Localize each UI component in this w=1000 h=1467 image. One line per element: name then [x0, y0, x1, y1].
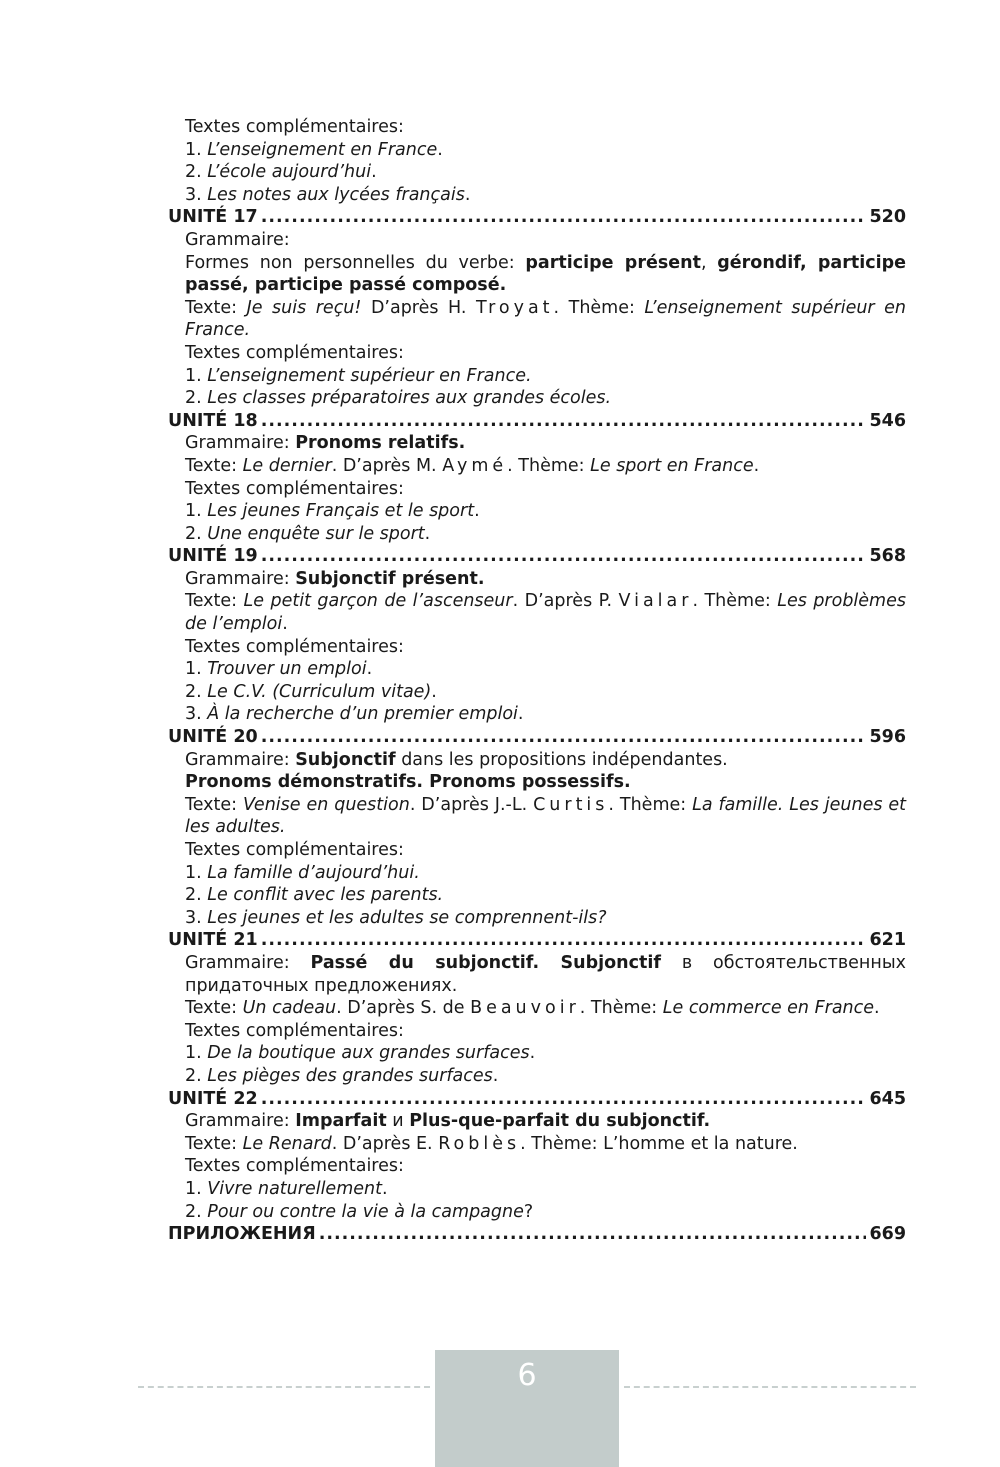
text-segment: Textes complémentaires:: [185, 478, 404, 499]
text-segment: . D’après E.: [331, 1133, 439, 1154]
toc-line: [168, 523, 906, 546]
text-segment: Grammaire:: [185, 952, 311, 973]
toc-line: [168, 1178, 906, 1201]
text-segment: Textes complémentaires:: [185, 342, 404, 363]
unit-page-number: 645: [869, 1088, 906, 1109]
toc-line: [168, 365, 906, 388]
unit-heading: [168, 1088, 906, 1111]
text-segment: Les problèmes de l’emploi: [185, 591, 906, 635]
toc-line: [168, 161, 906, 184]
text-segment: Une enquête sur le sport: [207, 523, 425, 544]
toc-line: [168, 1065, 906, 1088]
text-segment: D’après H.: [361, 297, 476, 318]
unit-title: UNITÉ 19: [168, 546, 258, 567]
toc-line: [168, 884, 906, 907]
text-segment: .: [492, 1065, 499, 1086]
toc-line: [168, 139, 906, 162]
text-segment: Le commerce en France: [662, 998, 875, 1019]
text-segment: 1.: [185, 862, 208, 883]
footer-dash-left: [138, 1386, 430, 1388]
toc-unit-entry: [168, 545, 906, 726]
text-segment: Texte:: [185, 591, 244, 612]
text-segment: 1.: [185, 139, 208, 160]
dot-leader: [319, 1223, 867, 1246]
toc-line: [168, 342, 906, 365]
unit-page-number: 520: [869, 207, 906, 228]
toc-line: [168, 116, 906, 139]
footer-dash-right: [624, 1386, 916, 1388]
text-segment: . Thème:: [553, 297, 645, 318]
toc-line: [168, 500, 906, 523]
text-segment: Vialar: [618, 591, 693, 612]
text-segment: Texte:: [185, 1133, 243, 1154]
toc-line: [168, 1110, 906, 1133]
text-segment: Le C.V. (Curriculum vitae): [207, 681, 432, 702]
text-segment: . D’après S. de: [336, 998, 471, 1019]
text-segment: Textes complémentaires:: [185, 840, 404, 860]
text-segment: Textes complémentaires:: [185, 1156, 404, 1177]
dot-leader: [261, 929, 867, 952]
text-segment: Le petit garçon de l’ascenseur: [243, 591, 513, 612]
text-segment: Les pièges des grandes surfaces: [207, 1065, 493, 1086]
toc-line: [168, 703, 906, 726]
text-segment: 2.: [185, 1065, 208, 1086]
toc-line: [168, 590, 906, 635]
toc-unit-entry: [168, 929, 906, 1087]
text-segment: .: [282, 614, 288, 635]
text-segment: À la recherche d’un premier emploi: [207, 704, 518, 725]
toc-unit-entry: [168, 1088, 906, 1224]
text-segment: .: [371, 162, 377, 183]
text-segment: L’école aujourd’hui: [207, 162, 372, 183]
text-segment: в обстоятельственных придаточных предложениях.: [185, 952, 906, 996]
text-segment: Le Renard: [242, 1133, 332, 1154]
text-segment: Grammaire:: [185, 229, 290, 250]
toc-line: [168, 907, 906, 930]
toc-unit-entry: [168, 206, 906, 409]
toc-line: [168, 749, 906, 772]
text-segment: Grammaire:: [185, 749, 296, 770]
text-segment: .: [437, 139, 443, 160]
unit-heading: [168, 1223, 906, 1246]
text-segment: 2.: [185, 162, 208, 183]
text-segment: .: [753, 455, 760, 476]
text-segment: . D’après P.: [512, 591, 619, 612]
unit-title: ПРИЛОЖЕНИЯ: [168, 1224, 316, 1245]
toc-line: [168, 636, 906, 659]
text-segment: . Thème:: [608, 794, 693, 815]
toc-line: [168, 862, 906, 885]
text-segment: .: [874, 998, 880, 1019]
text-segment: La famille d’aujourd’hui.: [207, 862, 420, 883]
text-segment: Trouver un emploi: [207, 659, 367, 680]
page-number: 6: [517, 1358, 537, 1393]
toc-continuation: [168, 116, 906, 206]
text-segment: Les notes aux lycées français: [207, 184, 465, 205]
toc-line: [168, 839, 906, 862]
text-segment: .: [424, 523, 431, 544]
text-segment: L’enseignement en France: [207, 139, 438, 160]
unit-title: UNITÉ 17: [168, 207, 258, 228]
unit-heading: [168, 726, 906, 749]
text-segment: Curtis: [533, 794, 609, 815]
text-segment: 1.: [185, 659, 208, 680]
toc-line: [168, 297, 906, 342]
text-segment: 3.: [185, 704, 208, 725]
toc-unit-entry: [168, 1223, 906, 1246]
unit-title: UNITÉ 20: [168, 727, 258, 748]
text-segment: De la boutique aux grandes surfaces: [207, 1043, 530, 1064]
toc-line: [168, 1201, 906, 1224]
text-segment: .: [366, 659, 373, 680]
toc-line: [168, 252, 906, 297]
dot-leader: [261, 206, 867, 229]
toc-line: [168, 184, 906, 207]
text-segment: Un cadeau: [242, 998, 337, 1019]
text-segment: Le dernier: [242, 455, 332, 476]
toc-line: [168, 997, 906, 1020]
text-segment: Le sport en France: [590, 455, 754, 476]
text-segment: . Thème:: [579, 998, 663, 1019]
unit-heading: [168, 929, 906, 952]
text-segment: . D’après M.: [331, 455, 443, 476]
toc-unit-entry: [168, 726, 906, 929]
text-segment: 2.: [185, 681, 208, 702]
text-segment: 1.: [185, 501, 208, 522]
text-segment: 1.: [185, 1043, 208, 1064]
text-segment: Les classes préparatoires aux grandes écoles.: [207, 388, 612, 409]
text-segment: Texte:: [185, 297, 247, 318]
text-segment: Textes complémentaires:: [185, 1020, 404, 1041]
text-segment: 2.: [185, 388, 208, 409]
text-segment: Pronoms relatifs.: [295, 433, 466, 454]
text-segment: Texte:: [185, 998, 243, 1019]
text-segment: Subjonctif: [295, 749, 396, 770]
text-segment: 3.: [185, 184, 208, 205]
text-segment: 2.: [185, 1201, 208, 1222]
text-segment: 2.: [185, 523, 208, 544]
toc-line: [168, 771, 906, 794]
text-segment: Formes non personnelles du verbe:: [185, 252, 526, 273]
text-segment: Les jeunes Français et le sport: [207, 501, 475, 522]
toc-line: [168, 1133, 906, 1156]
toc-line: [168, 794, 906, 839]
text-segment: .: [529, 1043, 536, 1064]
unit-page-number: 546: [869, 410, 906, 431]
dot-leader: [261, 726, 867, 749]
toc-line: [168, 229, 906, 252]
text-segment: dans les propositions indépendantes.: [395, 749, 728, 770]
text-segment: .: [517, 704, 524, 725]
text-segment: ?: [523, 1201, 534, 1222]
text-segment: .: [464, 184, 471, 205]
text-segment: Le conflit avec les parents.: [207, 885, 444, 906]
text-segment: . Thème:: [692, 591, 778, 612]
text-segment: Subjonctif présent.: [295, 568, 485, 589]
text-segment: Imparfait: [295, 1111, 387, 1132]
text-segment: Texte:: [185, 455, 243, 476]
unit-title: UNITÉ 21: [168, 930, 258, 951]
unit-page-number: 568: [869, 546, 906, 567]
text-segment: L’enseignement supérieur en France.: [185, 297, 906, 341]
text-segment: Grammaire:: [185, 568, 296, 589]
text-segment: Venise en question: [242, 794, 410, 815]
toc-line: [168, 1155, 906, 1178]
toc-line: [168, 455, 906, 478]
toc-line: [168, 952, 906, 997]
text-segment: La famille. Les jeunes et les adultes.: [185, 794, 907, 838]
toc-line: [168, 478, 906, 501]
table-of-contents: [168, 116, 906, 1246]
text-segment: Aymé: [442, 455, 508, 476]
text-segment: .: [381, 1178, 388, 1199]
text-segment: Textes complémentaires:: [185, 636, 404, 657]
toc-unit-entry: [168, 410, 906, 546]
text-segment: Grammaire:: [185, 1111, 296, 1132]
text-segment: .: [431, 681, 437, 702]
unit-page-number: 669: [869, 1224, 906, 1245]
text-segment: .: [474, 501, 480, 522]
dot-leader: [261, 545, 867, 568]
unit-page-number: 596: [869, 727, 906, 748]
text-segment: gérondif, participe passé, participe passé composé.: [185, 252, 906, 296]
unit-page-number: 621: [869, 930, 906, 951]
text-segment: Pour ou contre la vie à la campagne: [207, 1201, 524, 1222]
toc-line: [168, 387, 906, 410]
unit-heading: [168, 206, 906, 229]
dot-leader: [261, 410, 867, 433]
text-segment: participe présent: [525, 252, 701, 273]
text-segment: ,: [700, 252, 718, 273]
text-segment: . Thème:: [507, 455, 591, 476]
text-segment: Textes complémentaires:: [185, 117, 404, 137]
toc-line: [168, 432, 906, 455]
text-segment: Je suis reçu!: [246, 297, 362, 318]
text-segment: . D’après J.-L.: [409, 794, 534, 815]
text-segment: Plus-que-parfait du subjonctif.: [409, 1111, 711, 1132]
text-segment: L’enseignement supérieur en France.: [207, 365, 532, 386]
text-segment: 2.: [185, 885, 208, 906]
dot-leader: [261, 1088, 867, 1111]
text-segment: Beauvoir: [470, 998, 580, 1019]
unit-heading: [168, 410, 906, 433]
unit-title: UNITÉ 18: [168, 410, 258, 431]
text-segment: Les jeunes et les adultes se comprennent-ils?: [207, 907, 607, 928]
text-segment: 1.: [185, 1178, 208, 1199]
toc-line: [168, 568, 906, 591]
toc-line: [168, 1042, 906, 1065]
text-segment: Troyat: [475, 297, 554, 318]
text-segment: и: [386, 1111, 410, 1132]
text-segment: Grammaire:: [185, 433, 296, 454]
text-segment: Roblès: [438, 1133, 521, 1154]
text-segment: Pronoms démonstratifs. Pronoms possessifs.: [185, 772, 631, 793]
text-segment: . Thème: L’homme et la nature.: [520, 1133, 798, 1154]
text-segment: Texte:: [185, 794, 243, 815]
text-segment: 3.: [185, 907, 208, 928]
text-segment: Passé du subjonctif. Subjonctif: [310, 952, 661, 973]
unit-title: UNITÉ 22: [168, 1088, 258, 1109]
toc-line: [168, 681, 906, 704]
unit-heading: [168, 545, 906, 568]
toc-line: [168, 658, 906, 681]
toc-line: [168, 1020, 906, 1043]
text-segment: Vivre naturellement: [207, 1178, 382, 1199]
text-segment: 1.: [185, 365, 208, 386]
